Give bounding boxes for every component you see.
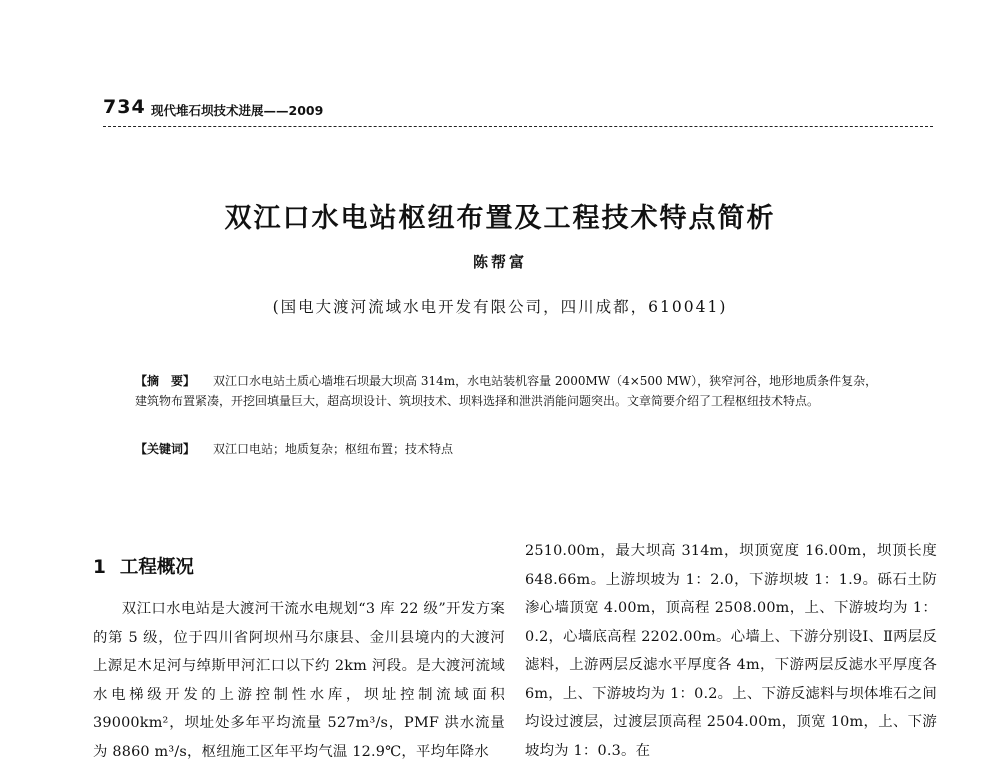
body-paragraph-left: 双江口水电站是大渡河干流水电规划“3 库 22 级”开发方案的第 5 级，位于四川省阿坝州马尔康县、金川县境内的大渡河上源足木足河与绰斯甲河汇口以下约 2km 河段。是大渡河流域水电梯级开发的上游控制性水库，坝址控制流域面积 39000km²，坝址处多年平均流量 527m³/s，PMF 洪水流量为 8860 m³/s，枢纽施工区年平均气温 12.9℃，平均年降水 xyxy=(93,601,505,760)
body-column-right xyxy=(525,537,937,765)
body-paragraph-right: 2510.00m，最大坝高 314m，坝顶宽度 16.00m，坝顶长度 648.66m。上游坝坡为 1：2.0，下游坝坡 1：1.9。砾石土防渗心墙顶宽 4.00m，顶高程 2508.00m，上、下游坡均为 1：0.2，心墙底高程 2202.00m。心墙上、下游分别设Ⅰ、Ⅱ两层反滤料，上游两层反滤水平厚度各 4m，下游两层反滤水平厚度各 6m，上、下游坡均为 1：0.2。上、下游反滤料与坝体堆石之间均设过渡层，过渡层顶高程 2504.00m，顶宽 10m，上、下游坡均为 1：0.3。在 xyxy=(525,543,937,759)
journal-title: 现代堆石坝技术进展——2009 xyxy=(151,103,324,118)
keywords-text: 双江口电站；地质复杂；枢纽布置；技术特点 xyxy=(213,442,454,456)
keywords-label: 【关键词】 xyxy=(135,442,196,456)
section-number: 1 xyxy=(93,557,106,578)
paper-title: 双江口水电站枢纽布置及工程技术特点简析 xyxy=(224,203,776,234)
keywords xyxy=(135,439,883,459)
running-header xyxy=(103,96,933,127)
body-column-left xyxy=(93,595,505,766)
section-heading xyxy=(93,553,194,579)
section-title: 工程概况 xyxy=(119,557,194,578)
abstract-text: 双江口水电站土质心墙堆石坝最大坝高 314m，水电站装机容量 2000MW（4×500 MW），狭窄河谷，地形地质条件复杂，建筑物布置紧凑，开挖回填量巨大，超高坝设计、筑坝技术、坝料选择和泄洪消能问题突出。文章简要介绍了工程枢纽技术特点。 xyxy=(135,374,878,408)
affiliation: (国电大渡河流域水电开发有限公司，四川成都，610041) xyxy=(272,298,728,316)
abstract-label: 【摘 要】 xyxy=(135,374,196,388)
abstract xyxy=(135,371,883,411)
author: 陈帮富 xyxy=(472,253,527,271)
page-number: 734 xyxy=(103,96,146,118)
